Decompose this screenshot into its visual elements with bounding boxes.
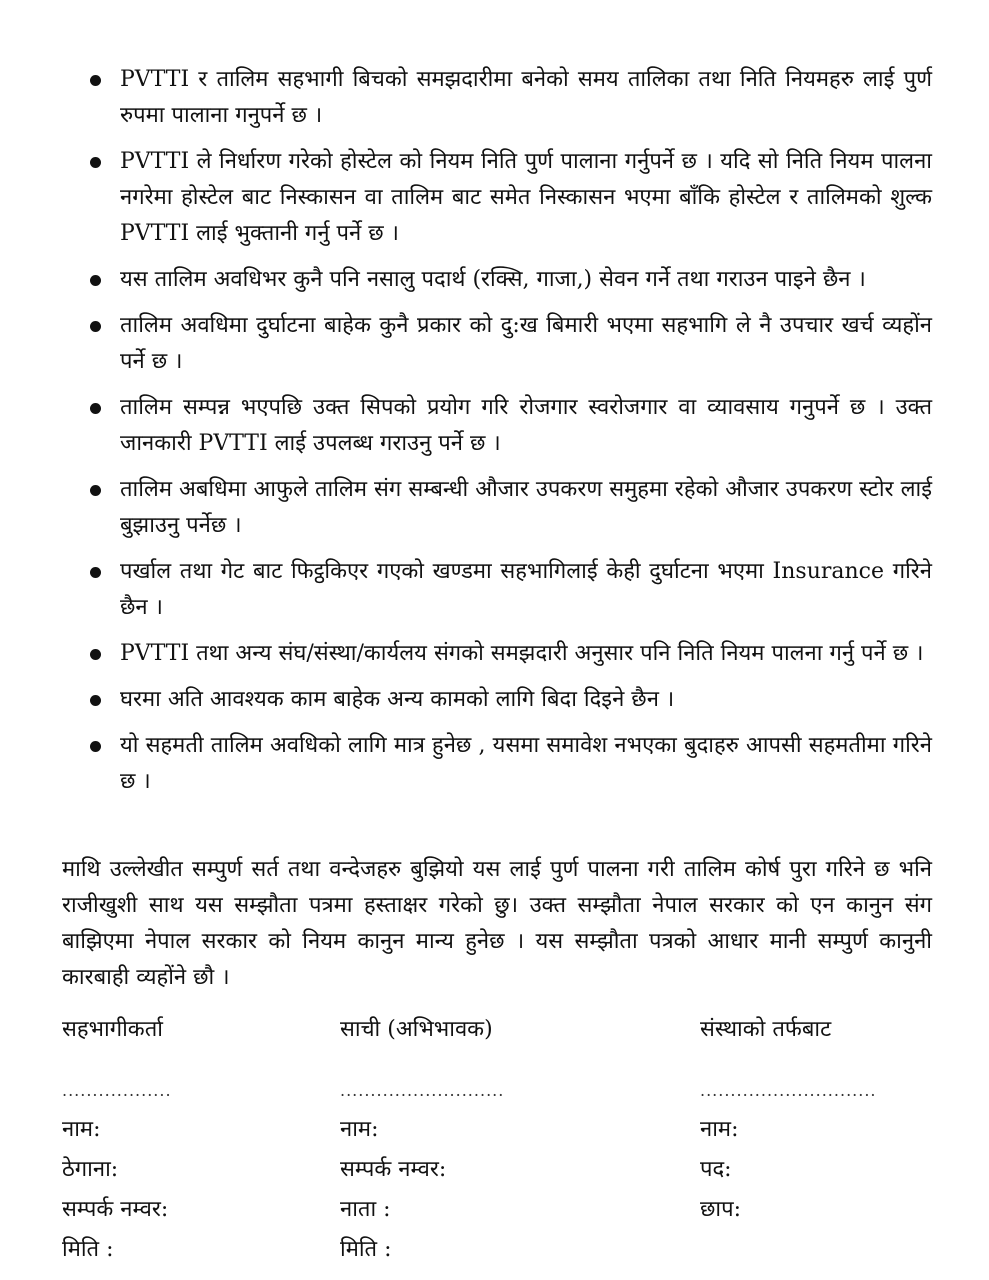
institution-signature-line: ............................. <box>700 1081 877 1100</box>
rule-item <box>90 62 932 134</box>
bullet-icon <box>90 321 101 332</box>
rule-text: घरमा अति आवश्यक काम बाहेक अन्य कामको लागि बिदा दिइने छैन । <box>120 687 675 712</box>
institution-seal-label: छाप: <box>700 1197 742 1222</box>
bullet-icon <box>90 649 101 660</box>
rule-item <box>90 728 932 800</box>
rule-text: PVTTI र तालिम सहभागी बिचको समझदारीमा बनेको समय तालिका तथा निति नियमहरु लाई पुर्ण रुपमा पालाना गनुपर्ने छ । <box>120 67 932 128</box>
bullet-icon <box>90 403 101 414</box>
participant-signature-column <box>62 1010 172 1270</box>
rules-list <box>90 62 932 810</box>
bullet-icon <box>90 75 101 86</box>
rule-text: PVTTI तथा अन्य संघ/संस्था/कार्यलय संगको समझदारी अनुसार पनि निति नियम पालना गर्नु पर्ने छ । <box>120 641 924 666</box>
bullet-icon <box>90 485 101 496</box>
rule-text: यस तालिम अवधिभर कुनै पनि नसालु पदार्थ (रक्सि, गाजा,) सेवन गर्ने तथा गराउन पाइने छैन । <box>120 267 866 292</box>
bullet-icon <box>90 695 101 706</box>
signature-block <box>62 1010 932 1270</box>
participant-contact-label: सम्पर्क नम्वर: <box>62 1197 169 1222</box>
witness-heading: साची (अभिभावक) <box>340 1017 493 1042</box>
rule-item <box>90 308 932 380</box>
bullet-icon <box>90 741 101 752</box>
rule-item <box>90 390 932 462</box>
witness-signature-line: ........................... <box>340 1081 505 1100</box>
bullet-icon <box>90 157 101 168</box>
rule-item <box>90 554 932 626</box>
institution-signature-column <box>700 1010 877 1230</box>
participant-date-label: मिति : <box>62 1237 114 1262</box>
bullet-icon <box>90 567 101 578</box>
participant-signature-line: .................. <box>62 1081 172 1100</box>
participant-name-label: नाम: <box>62 1117 101 1142</box>
rule-text: तालिम अबधिमा आफुले तालिम संग सम्बन्धी औजार उपकरण समुहमा रहेको औजार उपकरण स्टोर लाई बुझाउनु पर्नेछ । <box>120 477 932 538</box>
institution-position-label: पद: <box>700 1157 732 1182</box>
rule-item <box>90 472 932 544</box>
institution-name-label: नाम: <box>700 1117 739 1142</box>
bullet-icon <box>90 275 101 286</box>
witness-relation-label: नाता : <box>340 1197 391 1222</box>
institution-heading: संस्थाको तर्फबाट <box>700 1017 832 1042</box>
witness-name-label: नाम: <box>340 1117 379 1142</box>
participant-heading: सहभागीकर्ता <box>62 1017 163 1042</box>
witness-date-label: मिति : <box>340 1237 392 1262</box>
rule-text: यो सहमती तालिम अवधिको लागि मात्र हुनेछ , यसमा समावेश नभएका बुदाहरु आपसी सहमतीमा गरिने छ । <box>120 733 932 794</box>
rule-text: पर्खाल तथा गेट बाट फिट्ठकिएर गएको खण्डमा सहभागिलाई केही दुर्घाटना भएमा Insurance गरिने छैन । <box>120 559 932 620</box>
closing-paragraph: माथि उल्लेखीत सम्पुर्ण सर्त तथा वन्देजहरु बुझियो यस लाई पुर्ण पालना गरी तालिम कोर्ष पुरा गरिने छ भनि राजीखुशी साथ यस सम्झौता पत्रमा हस्ताक्षर गरेको छु। उक्त सम्झौता नेपाल सरकार को एन कानुन संग बाझिएमा नेपाल सरकार को नियम कानुन मान्य हुनेछ । यस सम्झौता पत्रको आधार मानी सम्पुर्ण कानुनी कारबाही व्यहोंने छौ । <box>62 857 932 990</box>
rule-item <box>90 144 932 252</box>
rule-item <box>90 636 932 672</box>
witness-contact-label: सम्पर्क नम्वर: <box>340 1157 447 1182</box>
witness-signature-column <box>340 1010 504 1270</box>
rule-text: PVTTI ले निर्धारण गरेको होस्टेल को नियम निति पुर्ण पालाना गर्नुपर्ने छ । यदि सो निति नियम पालना नगरेमा होस्टेल बाट निस्कासन वा तालिम बाट समेत निस्कासन भएमा बाँकि होस्टेल र तालिमको शुल्क PVTTI लाई भुक्तानी गर्नु पर्ने छ । <box>120 149 932 246</box>
rule-text: तालिम अवधिमा दुर्घाटना बाहेक कुनै प्रकार को दु:ख बिमारी भएमा सहभागि ले नै उपचार खर्च व्यहोंन पर्ने छ । <box>120 313 932 374</box>
rule-text: तालिम सम्पन्न भएपछि उक्त सिपको प्रयोग गरि रोजगार स्वरोजगार वा व्यावसाय गनुपर्ने छ । उक्त जानकारी PVTTI लाई उपलब्ध गराउनु पर्ने छ । <box>120 395 932 456</box>
participant-address-label: ठेगाना: <box>62 1157 119 1182</box>
rule-item <box>90 262 932 298</box>
rule-item <box>90 682 932 718</box>
